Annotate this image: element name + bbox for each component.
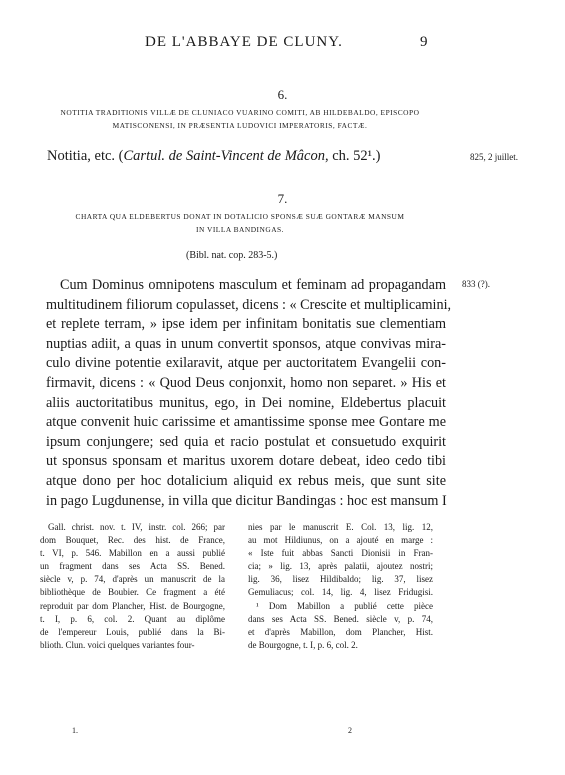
- body-line: nuptias adiit, a quas in unum convertit sponsos, atque convivas mira-: [46, 335, 446, 352]
- footnote-line: blioth. Clun. voici quelques variantes four-: [40, 639, 195, 650]
- footnote-line: « Iste fuit abbas Sancti Dionisii in Fran-: [248, 548, 433, 559]
- footnote-line: lig. 36, lisez Hildibaldo; lig. 37, lisez: [248, 574, 433, 585]
- running-title: DE L'ABBAYE DE CLUNY.: [145, 34, 343, 50]
- footnote-line: siècle v, p. 74, d'après un manuscrit de la: [40, 574, 225, 585]
- footnote-line: de Bourgogne, t. I, p. 6, col. 2.: [248, 639, 358, 650]
- body-line: atque convenit huic carissime et amantissime sponse mee Gontare me: [46, 414, 446, 431]
- footnote-line: t. VI, p. 546. Mabillon en a aussi publié: [40, 548, 225, 559]
- charter-7-body: [46, 276, 452, 511]
- body-line: ipsum conjungere; sed quia et racio postulat et consuetudo exquirit: [46, 433, 446, 450]
- footnotes-left-column: [40, 521, 225, 652]
- charter-6-title-line-2: MATISCONENSI, IN PRÆSENTIA LUDOVICI IMPERATORIS, FACTÆ.: [112, 121, 368, 130]
- footnote-line: et d'après Mabillon, dom Plancher, Hist.: [248, 626, 433, 637]
- footnote-line: dans ses Acta SS. Bened. siècle v, p. 74,: [248, 613, 433, 624]
- footnote-line: cia; » lig. 13, après palatii, ajoutez nostri;: [248, 561, 433, 572]
- footnote-line: de l'empereur Louis, publié dans la Bi-: [40, 626, 225, 637]
- body-line: Cum Dominus omnipotens masculum et feminam ad propagandam: [60, 277, 446, 293]
- charter-6-text-end: , ch. 52¹.): [325, 148, 381, 164]
- charter-6-text-plain: Notitia, etc. (: [47, 148, 124, 164]
- charter-6-title-line-1: NOTITIA TRADITIONIS VILLÆ DE CLUNIACO VUARINO COMITI, AB HILDEBALDO, EPISCOPO: [60, 108, 420, 117]
- footnote-line: reproduit par dom Plancher, Hist. de Bourgogne,: [40, 600, 225, 611]
- footnotes-right-column: [248, 521, 433, 652]
- footnote-line: bibliothèque de Boubier. Ce fragment a été: [40, 587, 225, 598]
- footnote-line: ¹ Dom Mabillon a publié cette pièce: [256, 600, 433, 611]
- charter-7-number: 7.: [277, 191, 288, 206]
- body-line: atque dono per hoc dotalicium aliquid ex rebus meis, que sunt site: [46, 472, 446, 489]
- charter-7-title: [40, 210, 440, 236]
- footnote-line: Gemuliacus; col. 14, lig. 4, lisez Fridugisi.: [248, 587, 433, 598]
- body-line: culo divine potentie exilaravit, atque per auctoritatem Evangelii con-: [46, 355, 446, 372]
- footnote-line: un fragment dans ses Acta SS. Bened.: [40, 561, 225, 572]
- body-line: et replete terram, » ipse idem per infinitam bonitatis sue clementiam: [46, 316, 446, 333]
- charter-6-text-italic: Cartul. de Saint-Vincent de Mâcon: [123, 148, 325, 164]
- footnote-line: nies par le manuscrit E. Col. 13, lig. 12,: [248, 522, 433, 532]
- footnote-marker-left: 1.: [72, 726, 78, 735]
- charter-7-title-line-1: CHARTA QUA ELDEBERTUS DONAT IN DOTALICIO SPONSÆ SUÆ GONTARÆ MANSUM: [75, 212, 405, 221]
- body-line: firmavit, dicens : « Quod Deus conjonxit, homo non separet. » His et: [46, 374, 446, 391]
- charter-7-source: (Bibl. nat. cop. 283-5.): [186, 250, 278, 261]
- footnote-line: dom Bouquet, Rec. des hist. de France,: [40, 535, 225, 546]
- body-line: multitudinem filiorum copulasset, dicens : « Crescite et multiplicamini,: [46, 296, 452, 313]
- body-line: in pago Lugdunense, in villa que dicitur Bandingas : hoc est mansum I: [46, 492, 447, 509]
- footnote-line: au mot Hildiunus, on a ajouté en marge :: [248, 535, 433, 546]
- charter-6-number: 6.: [277, 87, 288, 102]
- charter-6-title: [40, 106, 440, 132]
- footnote-line: Gall. christ. nov. t. IV, instr. col. 266; par: [48, 522, 225, 532]
- charter-6-margin-date: 825, 2 juillet.: [470, 152, 518, 162]
- charter-7-margin-date: 833 (?).: [462, 279, 490, 289]
- charter-6-text: [47, 148, 381, 165]
- page-number: 9: [420, 34, 428, 50]
- body-line: ut sponsus sponsam et maritus uxorem dotare debeat, ideo cedo tibi: [46, 453, 446, 470]
- charter-7-title-line-2: IN VILLA BANDINGAS.: [196, 225, 284, 234]
- footnote-line: t. I, p. 6, col. 2. Quant au diplôme: [40, 613, 225, 624]
- footnote-marker-right: 2: [348, 726, 352, 735]
- body-line: aliis auctoritatibus munitus, ego, in Dei nomine, Eldebertus placuit: [46, 394, 446, 411]
